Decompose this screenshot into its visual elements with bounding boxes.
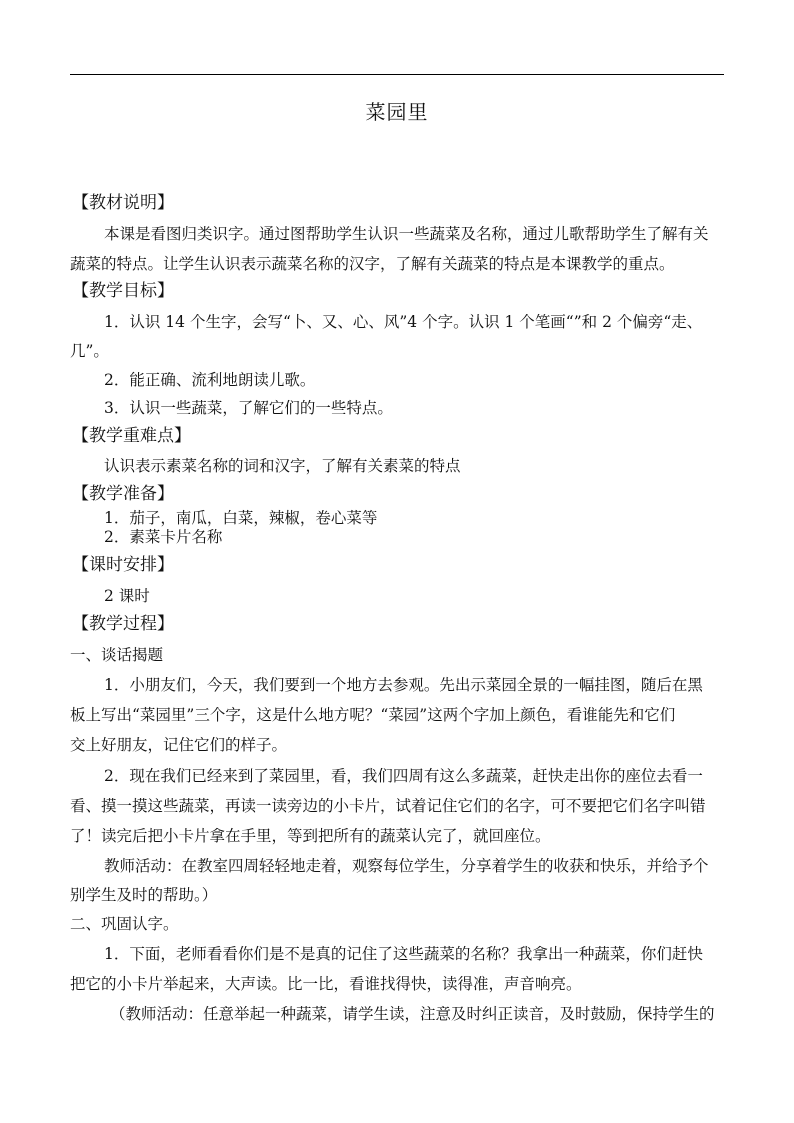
process-p3-line-1: 教师活动：在教室四周轻轻地走着，观察每位学生，分享着学生的收获和快乐，并给予个 <box>104 857 709 875</box>
goal-item-3: 3．认识一些蔬菜，了解它们的一些特点。 <box>104 399 393 417</box>
header-rule <box>70 74 724 75</box>
goal-item-1-continued: 几”。 <box>70 342 109 360</box>
process-p5-line-1: （教师活动：任意举起一种蔬菜，请学生读，注意及时纠正读音，及时鼓励，保持学生的 <box>110 1005 715 1023</box>
prep-item-1: 1．茄子，南瓜，白菜，辣椒，卷心菜等 <box>104 509 378 527</box>
goal-item-1: 1．认识 14 个生字，会写“卜、又、心、风”4 个字。认识 1 个笔画“”和 2 个偏旁“走、 <box>104 313 703 331</box>
process-part2-title: 二、巩固认字。 <box>70 915 179 933</box>
heading-materials: 【教材说明】 <box>72 193 174 213</box>
heading-prep: 【教学准备】 <box>72 484 174 504</box>
heading-schedule: 【课时安排】 <box>72 555 174 575</box>
goal-item-2: 2．能正确、流利地朗读儿歌。 <box>104 371 316 389</box>
process-p1-line-3: 交上好朋友，记住它们的样子。 <box>70 736 288 754</box>
heading-keypoints: 【教学重难点】 <box>72 426 191 446</box>
process-part1-title: 一、谈话揭题 <box>70 646 164 664</box>
heading-process: 【教学过程】 <box>72 614 174 634</box>
process-p1-line-1: 1．小朋友们，今天，我们要到一个地方去参观。先出示菜园全景的一幅挂图，随后在黑 <box>104 676 703 694</box>
heading-goals: 【教学目标】 <box>72 281 174 301</box>
process-p2-line-1: 2．现在我们已经来到了菜园里，看，我们四周有这么多蔬菜，赶快走出你的座位去看一 <box>104 767 703 785</box>
prep-item-2: 2．素菜卡片名称 <box>104 528 223 546</box>
keypoints-text: 认识表示素菜名称的词和汉字，了解有关素菜的特点 <box>104 457 461 475</box>
process-p4-line-1: 1．下面，老师看看你们是不是真的记住了这些蔬菜的名称？我拿出一种蔬菜，你们赶快 <box>104 945 703 963</box>
schedule-text: 2 课时 <box>104 587 150 605</box>
process-p2-line-3: 了！读完后把小卡片拿在手里，等到把所有的蔬菜认完了，就回座位。 <box>70 827 551 845</box>
process-p1-line-2: 板上写出“菜园里”三个字，这是什么地方呢？“菜园”这两个字加上颜色，看谁能先和它们 <box>70 706 676 724</box>
process-p4-line-2: 把它的小卡片举起来，大声读。比一比，看谁找得快，读得准，声音响亮。 <box>70 975 582 993</box>
process-p2-line-2: 看、摸一摸这些蔬菜，再读一读旁边的小卡片，试着记住它们的名字，可不要把它们名字叫错 <box>70 797 706 815</box>
process-p3-line-2: 别学生及时的帮助。） <box>70 886 218 904</box>
materials-line-1: 本课是看图归类识字。通过图帮助学生认识一些蔬菜及名称，通过儿歌帮助学生了解有关 <box>104 225 709 243</box>
document-title: 菜园里 <box>365 100 429 124</box>
materials-line-2: 蔬菜的特点。让学生认识表示蔬菜名称的汉字，了解有关蔬菜的特点是本课教学的重点。 <box>70 255 675 273</box>
